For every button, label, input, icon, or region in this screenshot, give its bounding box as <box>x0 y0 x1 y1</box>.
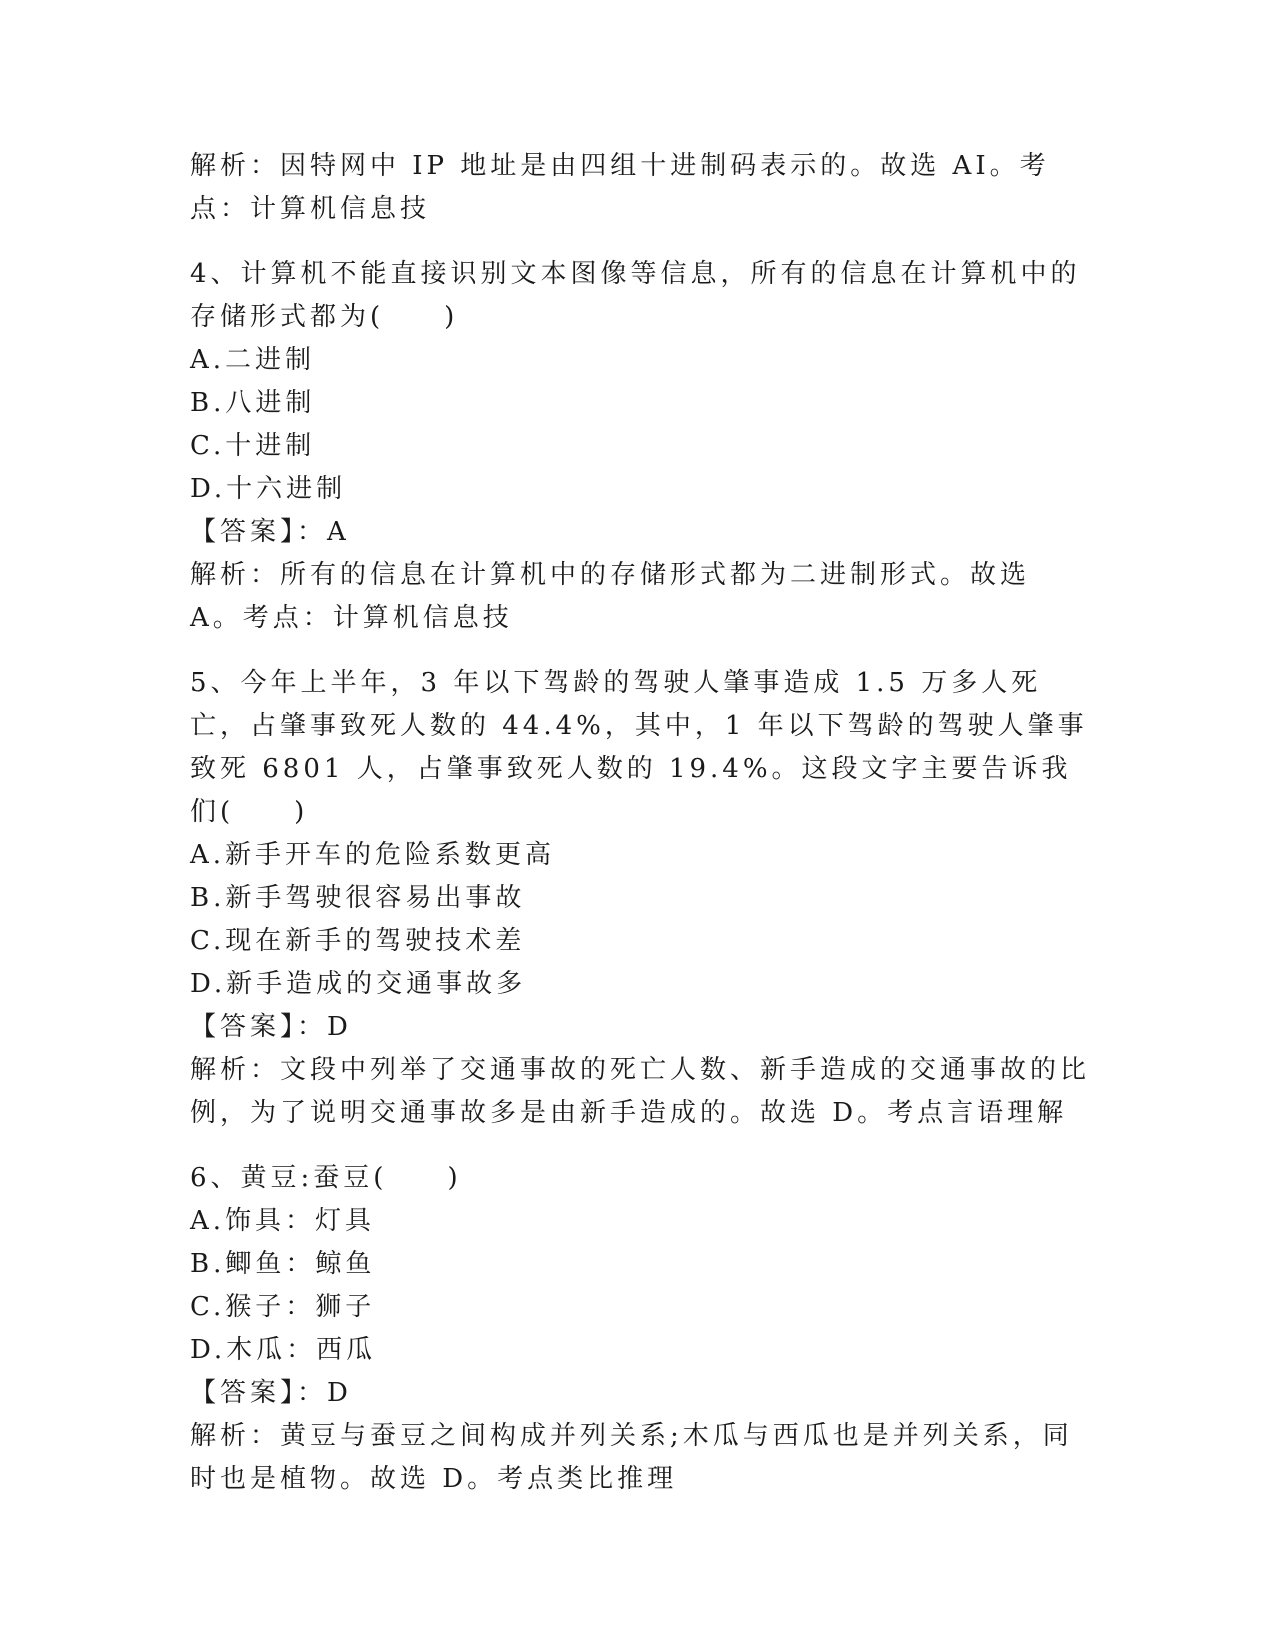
q6-question: 6、黄豆:蚕豆( ) <box>190 1163 462 1193</box>
question-3-tail <box>190 145 1090 231</box>
document-page <box>190 145 1090 1523</box>
q4-option-d: D.十六进制 <box>190 474 347 504</box>
q5-analysis: 解析：文段中列举了交通事故的死亡人数、新手造成的交通事故的比例，为了说明交通事故多是由新手造成的。故选 D。考点言语理解 <box>190 1055 1091 1128</box>
q6-answer: 【答案】：D <box>190 1378 352 1408</box>
q6-option-c: C.猴子：狮子 <box>190 1292 376 1322</box>
q4-question: 4、计算机不能直接识别文本图像等信息，所有的信息在计算机中的存储形式都为( ) <box>190 259 1081 332</box>
q3-analysis: 解析：因特网中 IP 地址是由四组十进制码表示的。故选 AI。考点：计算机信息技 <box>190 151 1050 224</box>
q4-option-c: C.十进制 <box>190 431 316 461</box>
q6-option-d: D.木瓜：西瓜 <box>190 1335 377 1365</box>
question-5 <box>190 662 1090 1135</box>
q5-answer: 【答案】：D <box>190 1012 352 1042</box>
q6-analysis: 解析：黄豆与蚕豆之间构成并列关系;木瓜与西瓜也是并列关系，同时也是植物。故选 D。考点类比推理 <box>190 1421 1073 1494</box>
q5-option-d: D.新手造成的交通事故多 <box>190 969 527 999</box>
question-6 <box>190 1157 1090 1501</box>
q5-question: 5、今年上半年，3 年以下驾龄的驾驶人肇事造成 1.5 万多人死亡，占肇事致死人数的 44.4%，其中，1 年以下驾龄的驾驶人肇事致死 6801 人，占肇事致死人数的 19.4%。这段文字主要告诉我们( ) <box>190 668 1088 827</box>
question-4 <box>190 253 1090 640</box>
q6-option-a: A.饰具：灯具 <box>190 1206 376 1236</box>
q5-option-a: A.新手开车的危险系数更高 <box>190 840 556 870</box>
q4-analysis: 解析：所有的信息在计算机中的存储形式都为二进制形式。故选 A。考点：计算机信息技 <box>190 560 1031 633</box>
q4-option-a: A.二进制 <box>190 345 316 375</box>
q5-option-b: B.新手驾驶很容易出事故 <box>190 883 526 913</box>
q4-option-b: B.八进制 <box>190 388 316 418</box>
q6-option-b: B.鲫鱼：鲸鱼 <box>190 1249 376 1279</box>
q5-option-c: C.现在新手的驾驶技术差 <box>190 926 526 956</box>
q4-answer: 【答案】：A <box>190 517 350 547</box>
